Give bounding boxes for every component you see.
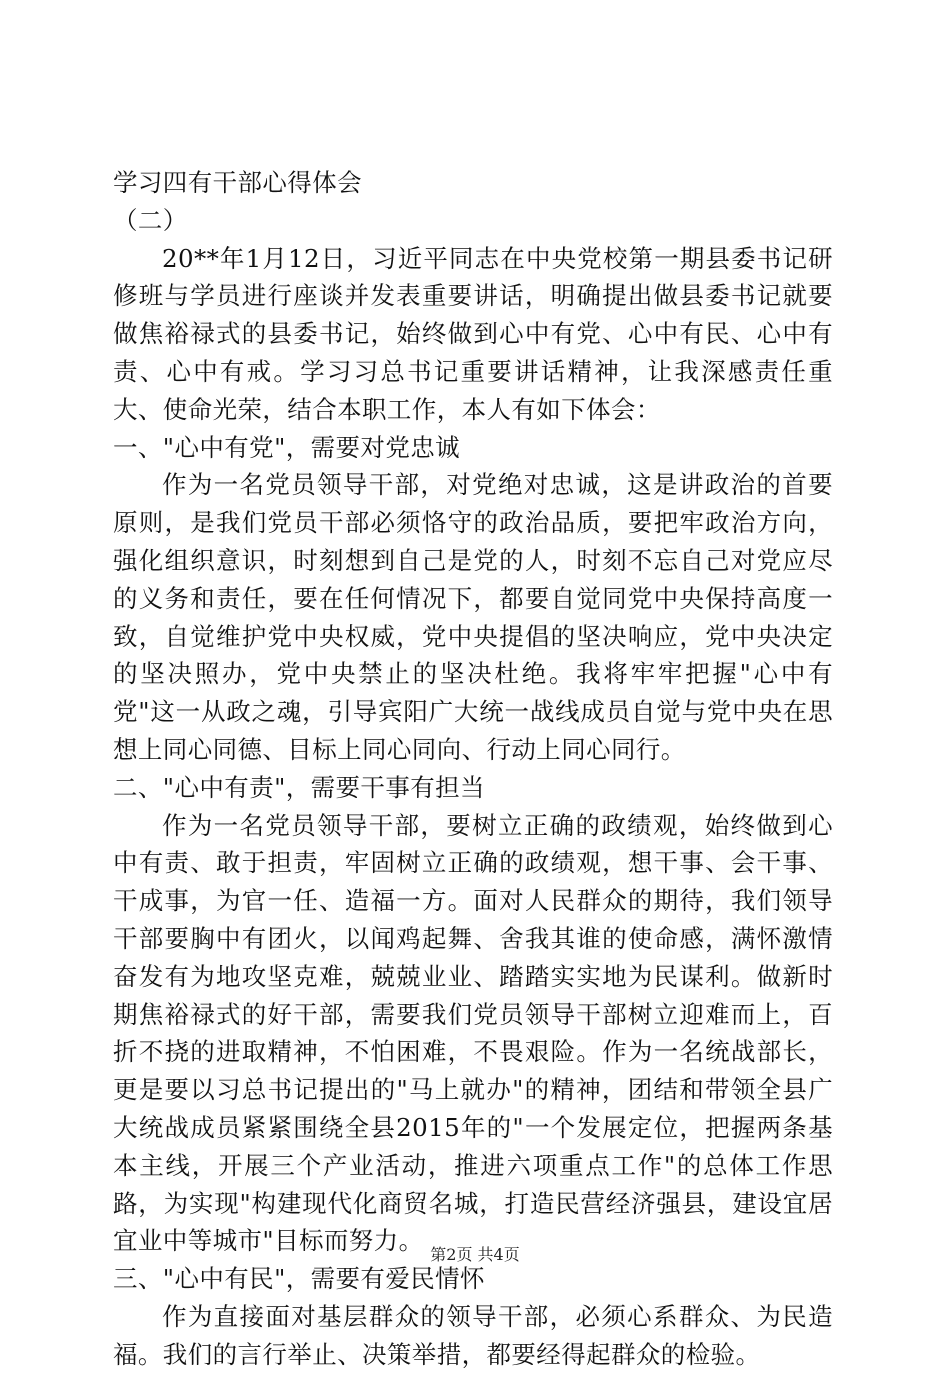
paragraph-section-1: 作为一名党员领导干部，对党绝对忠诚，这是讲政治的首要原则，是我们党员干部必须恪守的政治品质，要把牢政治方向，强化组织意识，时刻想到自己是党的人，时刻不忘自己对党应尽的义务和责任，要在任何情况下，都要自觉同党中央保持高度一致，自觉维护党中央权威，党中央提倡的坚决响应，党中央决定的坚决照办，党中央禁止的坚决杜绝。我将牢牢把握"心中有党"这一从政之魂，引导宾阳广大统一战线成员自觉与党中央在思想上同心同德、目标上同心同向、行动上同心同行。 <box>113 470 833 764</box>
document-body <box>113 164 833 1374</box>
section-heading-3: 三、"心中有民"，需要有爱民情怀 <box>113 1264 485 1294</box>
section-heading-2: 二、"心中有责"，需要干事有担当 <box>113 772 485 802</box>
section-heading-1: 一、"心中有党"，需要对党忠诚 <box>113 432 461 462</box>
page-number-label: 第2页 共4页 <box>430 1245 520 1264</box>
page-footer <box>0 1245 950 1265</box>
paragraph-section-2: 作为一名党员领导干部，要树立正确的政绩观，始终做到心中有责、敢于担责，牢固树立正确的政绩观，想干事、会干事、干成事，为官一任、造福一方。面对人民群众的期待，我们领导干部要胸中有团火，以闻鸡起舞、舍我其谁的使命感，满怀激情奋发有为地攻坚克难，兢兢业业、踏踏实实地为民谋利。做新时期焦裕禄式的好干部，需要我们党员领导干部树立迎难而上，百折不挠的进取精神，不怕困难，不畏艰险。作为一名统战部长，更是要以习总书记提出的"马上就办"的精神，团结和带领全县广大统战成员紧紧围绕全县2015年的"一个发展定位，把握两条基本主线，开展三个产业活动，推进六项重点工作"的总体工作思路，为实现"构建现代化商贸名城，打造民营经济强县，建设宜居宜业中等城市"目标而努力。 <box>113 810 833 1256</box>
document-subtitle: （二） <box>113 205 188 235</box>
paragraph-section-3: 作为直接面对基层群众的领导干部，必须心系群众、为民造福。我们的言行举止、决策举措，都要经得起群众的检验。 <box>113 1301 833 1369</box>
paragraph-intro: 20**年1月12日，习近平同志在中央党校第一期县委书记研修班与学员进行座谈并发表重要讲话，明确提出做县委书记就要做焦裕禄式的县委书记，始终做到心中有党、心中有民、心中有责、心中有戒。学习习总书记重要讲话精神，让我深感责任重大、使命光荣，结合本职工作，本人有如下体会： <box>113 243 833 424</box>
document-title: 学习四有干部心得体会 <box>113 168 362 197</box>
